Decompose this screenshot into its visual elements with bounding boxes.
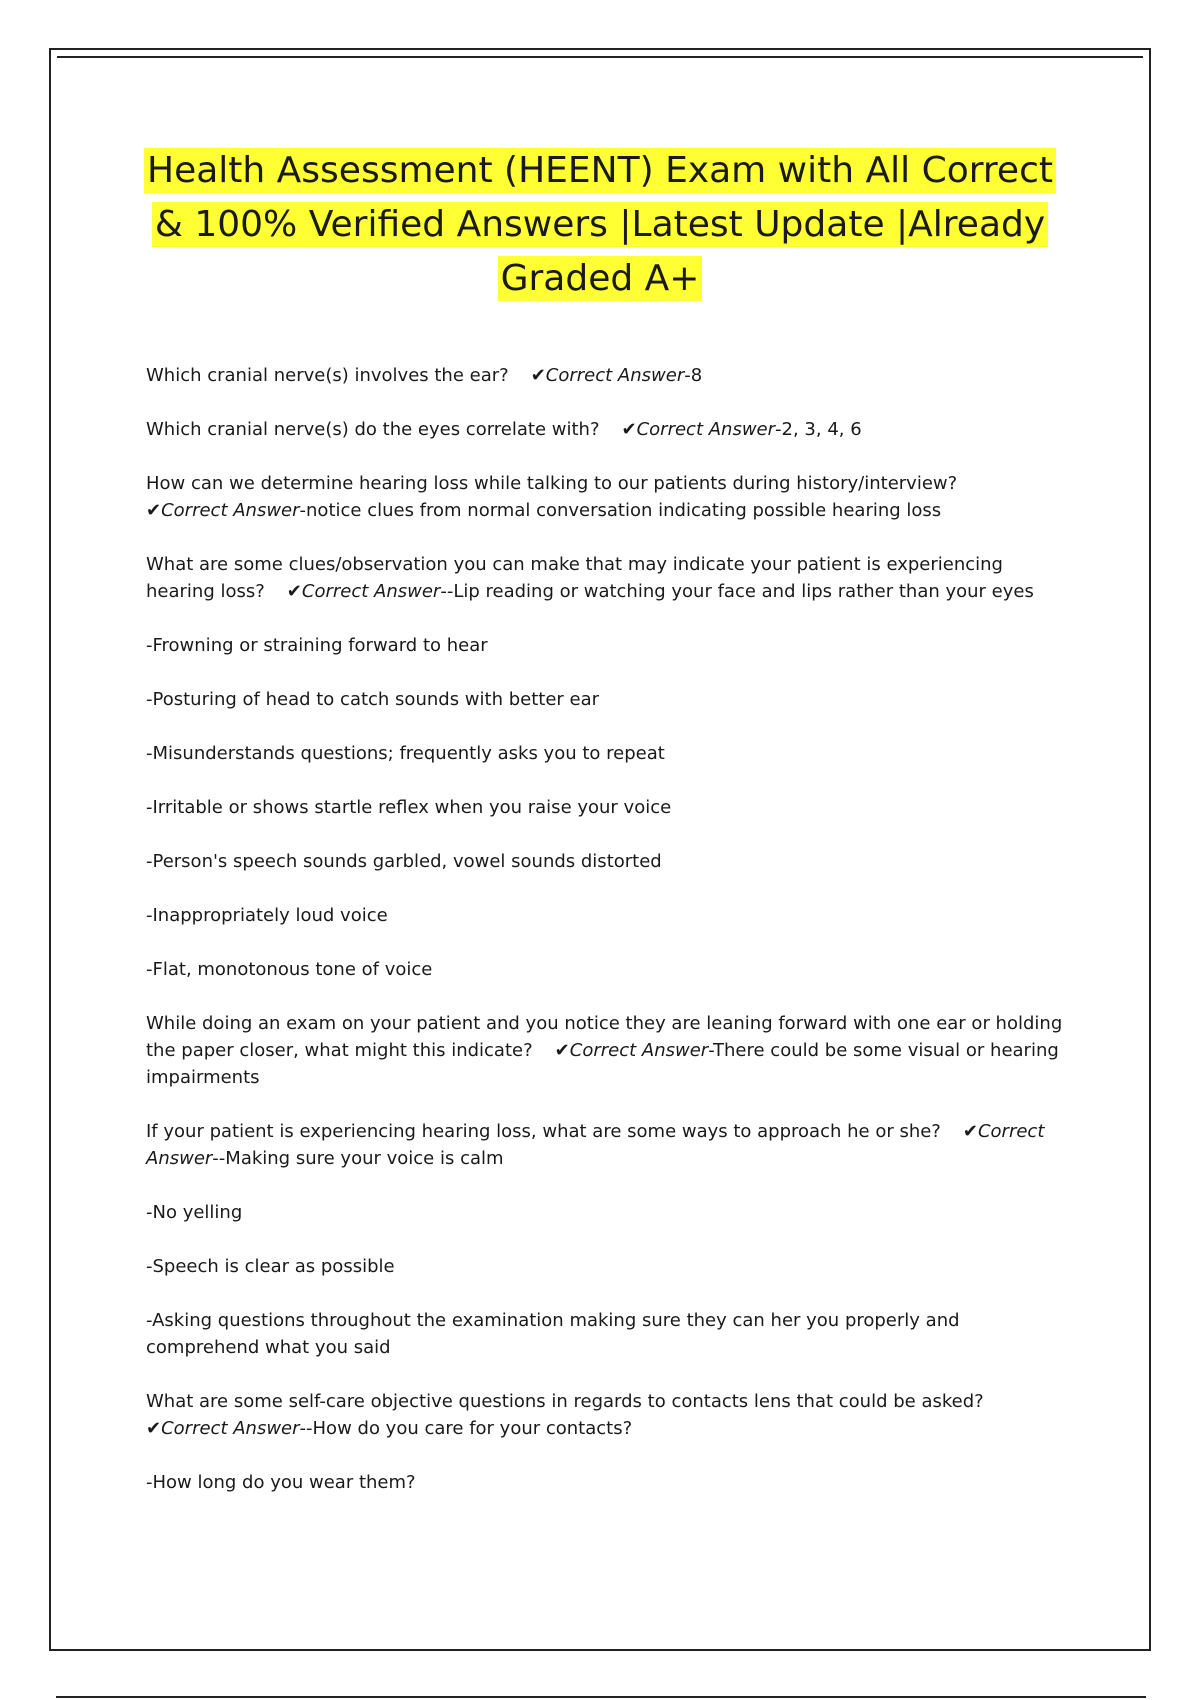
question-text: While doing an exam on your patient and you notice they are leaning forward with one ear or holding the paper closer, what might this indicate? xyxy=(146,1013,1063,1061)
qa-item xyxy=(146,1388,1066,1442)
list-item: -Irritable or shows startle reflex when you raise your voice xyxy=(146,797,672,818)
document-title xyxy=(130,144,1070,306)
answer-text: --Lip reading or watching your face and lips rather than your eyes xyxy=(440,581,1034,602)
question-text: Which cranial nerve(s) do the eyes correlate with? xyxy=(146,419,600,440)
list-item: -Posturing of head to catch sounds with better ear xyxy=(146,689,600,710)
list-item: -Speech is clear as possible xyxy=(146,1256,395,1277)
answer-text: --How do you care for your contacts? xyxy=(299,1418,633,1439)
list-item: -Flat, monotonous tone of voice xyxy=(146,959,433,980)
answer-text: --Making sure your voice is calm xyxy=(212,1148,504,1169)
qa-item xyxy=(146,1010,1066,1091)
answer-label: Correct Answer xyxy=(301,581,441,602)
question-text: If your patient is experiencing hearing loss, what are some ways to approach he or she? xyxy=(146,1121,941,1142)
qa-item xyxy=(146,551,1066,605)
check-icon: ✔ xyxy=(962,1121,978,1142)
qa-item xyxy=(146,362,1066,389)
question-text: Which cranial nerve(s) involves the ear? xyxy=(146,365,509,386)
list-item: -No yelling xyxy=(146,1202,243,1223)
question-text: What are some clues/observation you can make that may indicate your patient is experiencing hearing loss? xyxy=(146,554,1003,602)
answer-label: Correct Answer xyxy=(545,365,685,386)
answer-label: Correct Answer xyxy=(146,1121,1045,1169)
list-item: -Person's speech sounds garbled, vowel sounds distorted xyxy=(146,851,662,872)
answer-label: Correct Answer xyxy=(161,500,300,521)
list-item: -Asking questions throughout the examination making sure they can her you properly and comprehend what you said xyxy=(146,1310,960,1358)
qa-item xyxy=(146,416,1066,443)
answer-text: -There could be some visual or hearing impairments xyxy=(146,1040,1059,1088)
list-item: -Inappropriately loud voice xyxy=(146,905,388,926)
list-item: -How long do you wear them? xyxy=(146,1472,416,1493)
answer-label: Correct Answer xyxy=(569,1040,709,1061)
list-item: -Frowning or straining forward to hear xyxy=(146,635,488,656)
title-highlight: Health Assessment (HEENT) Exam with All Correct & 100% Verified Answers |Latest Update |Already Graded A+ xyxy=(144,148,1056,301)
question-text: How can we determine hearing loss while talking to our patients during history/interview? xyxy=(146,473,958,494)
check-icon: ✔ xyxy=(530,365,546,386)
question-text: What are some self-care objective questions in regards to contacts lens that could be asked? xyxy=(146,1391,984,1412)
answer-text: -8 xyxy=(684,365,703,386)
top-double-rule xyxy=(57,56,1143,58)
title-block xyxy=(130,144,1070,306)
list-item: -Misunderstands questions; frequently asks you to repeat xyxy=(146,743,665,764)
bottom-rule xyxy=(56,1696,1146,1698)
answer-label: Correct Answer xyxy=(636,419,776,440)
check-icon: ✔ xyxy=(621,419,637,440)
answer-text: -notice clues from normal conversation indicating possible hearing loss xyxy=(299,500,942,521)
check-icon: ✔ xyxy=(146,500,162,521)
qa-item xyxy=(146,470,1066,524)
answer-text: -2, 3, 4, 6 xyxy=(775,419,862,440)
qa-content xyxy=(146,362,1066,1523)
check-icon: ✔ xyxy=(554,1040,570,1061)
qa-item xyxy=(146,1118,1066,1172)
answer-label: Correct Answer xyxy=(161,1418,300,1439)
check-icon: ✔ xyxy=(286,581,302,602)
check-icon: ✔ xyxy=(146,1418,162,1439)
